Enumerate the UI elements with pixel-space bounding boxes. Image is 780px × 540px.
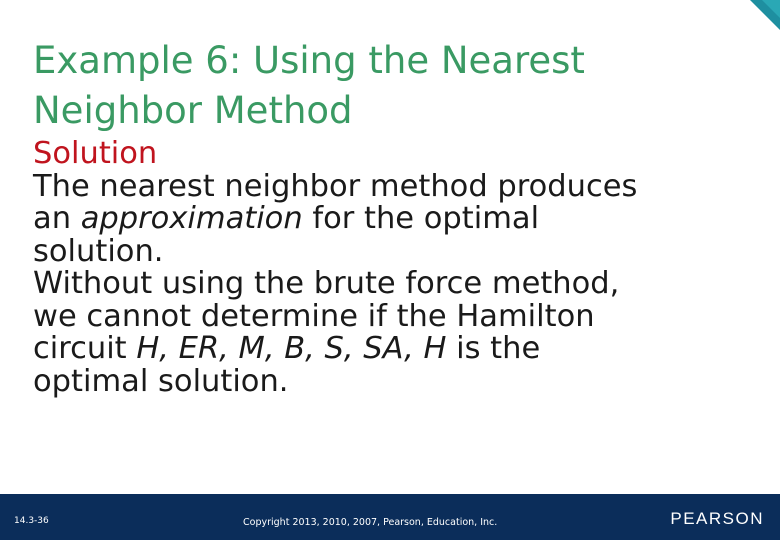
- slide-title: [33, 36, 733, 136]
- copyright-text: Copyright 2013, 2010, 2007, Pearson, Education, Inc.: [243, 517, 498, 528]
- body-line-7: optimal solution.: [33, 363, 289, 399]
- slide-title-line-1: Example 6: Using the Nearest: [33, 39, 585, 82]
- body-line-2: [33, 203, 763, 236]
- emphasis-circuit: H, ER, M, B, S, SA, H: [136, 331, 447, 366]
- body-line-1: The nearest neighbor method produces: [33, 168, 638, 204]
- text-fragment: circuit: [33, 331, 137, 366]
- footer-bar: [0, 494, 780, 540]
- slide-body: [33, 138, 763, 398]
- text-fragment: for the optimal: [302, 201, 540, 236]
- body-line-3: solution.: [33, 233, 164, 269]
- slide-number: 14.3-36: [14, 516, 49, 526]
- solution-heading: Solution: [33, 136, 158, 171]
- pearson-logo: PEARSON: [670, 509, 764, 528]
- text-fragment: an: [33, 201, 81, 236]
- text-fragment: is the: [446, 331, 541, 366]
- slide-title-line-2: Neighbor Method: [33, 89, 353, 132]
- emphasis-approximation: approximation: [80, 201, 303, 236]
- body-line-4: Without using the brute force method,: [33, 266, 620, 301]
- body-line-5: we cannot determine if the Hamilton: [33, 298, 595, 334]
- body-line-6: [33, 333, 763, 366]
